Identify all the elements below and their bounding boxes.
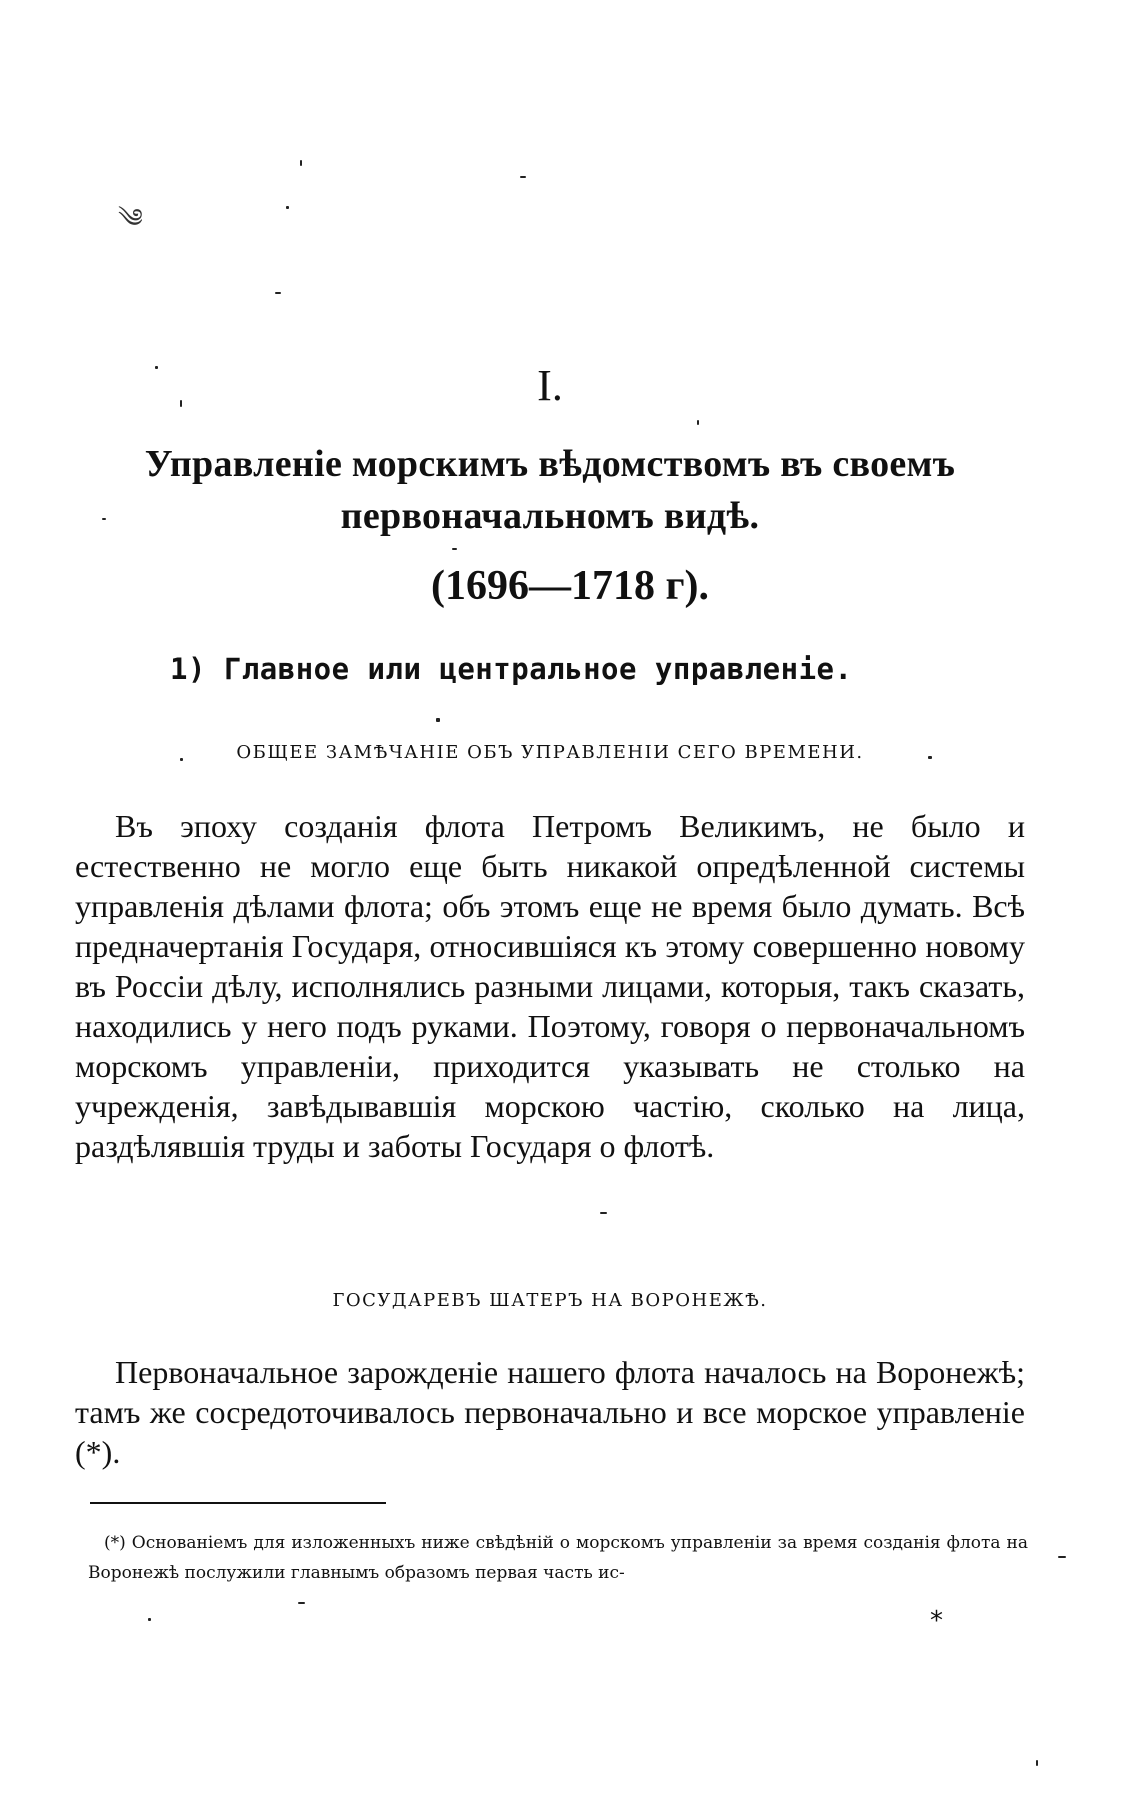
section-subheading: ОБЩЕЕ ЗАМѢЧАНІЕ ОБЪ УПРАВЛЕНІИ СЕГО ВРЕМЕНИ.: [236, 742, 864, 763]
scan-speck: [300, 160, 302, 166]
scan-speck: [436, 718, 440, 722]
body-paragraph-2: Первоначальное зарожденіе нашего флота началось на Воронежѣ; тамъ же сосредоточивалось первоначально и все морское управленіе (*).: [75, 1354, 1025, 1470]
chapter-number: I.: [537, 361, 563, 410]
scan-speck: [452, 548, 457, 550]
scan-speck: [600, 1212, 607, 1214]
section-subheading-2: ГОСУДАРЕВЪ ШАТЕРЪ НА ВОРОНЕЖѢ.: [332, 1290, 768, 1311]
scan-speck: [1036, 1760, 1038, 1766]
body-paragraph: Въ эпоху созданія флота Петромъ Великимъ, не было и естественно не могло еще быть никакой опредѣленной системы управленія дѣлами флота; объ этомъ еще не время было думать. Всѣ предначертанія Государя, относившіяся къ этому совершенно новому въ Россіи дѣлу, исполнялись разными лицами, которыя, такъ сказать, находились у него подъ руками. Поэтому, говоря о первоначальномъ морскомъ управленіи, приходится указывать не столько на учрежденія, завѣдывавшія морскою частію, сколько на лица, раздѣлявшія труды и заботы Государя о флотѣ.: [75, 808, 1025, 1164]
footnote: (*) Основаніемъ для изложенныхъ ниже свѣдѣній о морскомъ управленіи за время созданія флота на Воронежѣ послужили главнымъ образомъ первая часть ис-: [88, 1533, 1028, 1583]
scan-speck: [520, 176, 526, 178]
decorative-ornament-icon: ༄: [118, 204, 143, 234]
scan-speck: [298, 1602, 305, 1604]
signature-mark: *: [930, 1606, 943, 1636]
scan-speck: [275, 292, 281, 294]
chapter-title: Управленіе морскимъ вѣдомствомъ въ своемъ первоначальномъ видѣ.: [144, 443, 956, 537]
scan-speck: [1058, 1556, 1066, 1558]
section-heading: 1) Главное или центральное управленіе.: [170, 652, 853, 686]
chapter-dates: (1696—1718 г).: [430, 563, 710, 609]
scan-speck: [697, 420, 699, 425]
footnote-divider: [90, 1502, 386, 1504]
scan-speck: [148, 1618, 151, 1621]
scan-speck: [286, 206, 289, 209]
